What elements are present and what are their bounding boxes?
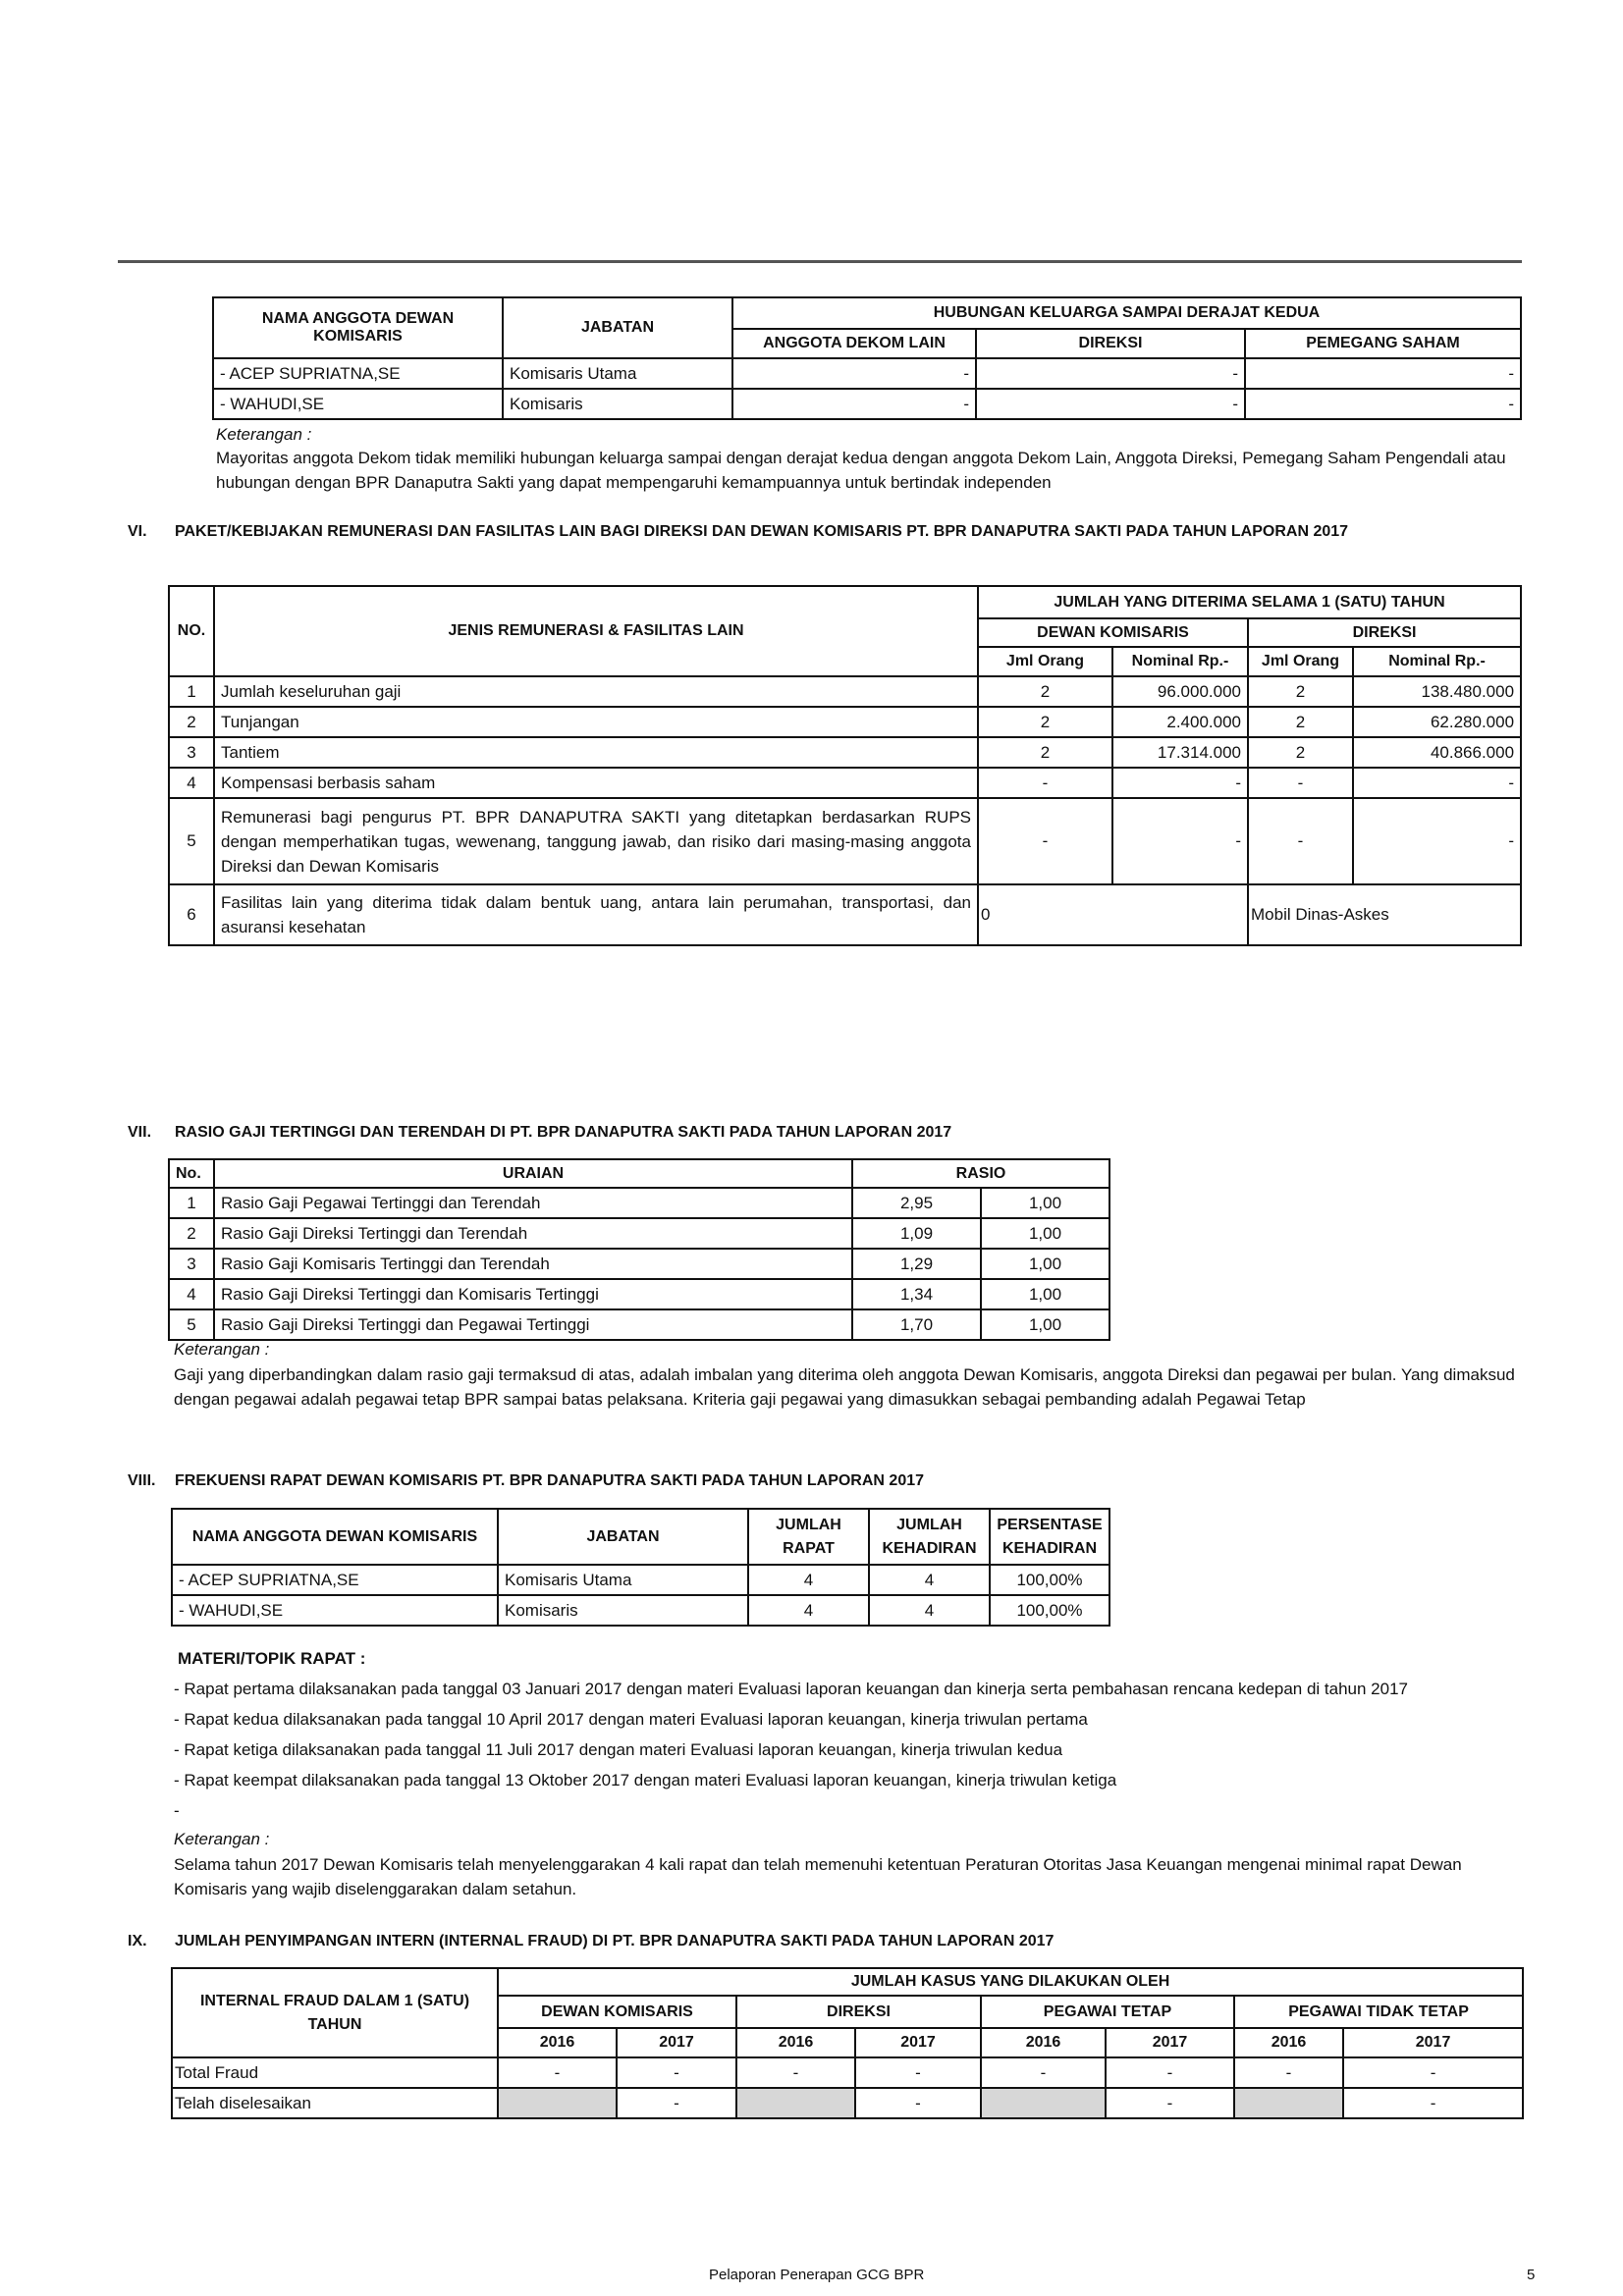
fraud-value-cell: - (1343, 2088, 1523, 2118)
materi-item: - Rapat pertama dilaksanakan pada tanggal 03 Januari 2017 dengan materi Evaluasi laporan keuangan dan kinerja serta pembahasan rencana kedepan di tahun 2017 (174, 1680, 1409, 1698)
header-internal-fraud: INTERNAL FRAUD DALAM 1 (SATU) TAHUN (172, 1968, 498, 2057)
rasio-a-cell: 1,29 (852, 1249, 981, 1279)
direksi-cell: - (976, 389, 1245, 419)
direksi-fasilitas-cell: Mobil Dinas-Askes (1248, 884, 1521, 945)
header-pemegang: PEMEGANG SAHAM (1245, 329, 1521, 358)
internal-fraud-table (171, 1967, 1524, 2119)
direksi-nominal-cell: - (1353, 768, 1521, 798)
rasio-a-cell: 1,70 (852, 1309, 981, 1340)
header-dekom: ANGGOTA DEKOM LAIN (732, 329, 976, 358)
header-jabatan: JABATAN (498, 1509, 748, 1565)
header-group: DEWAN KOMISARIS (498, 1996, 736, 2028)
jabatan-cell: Komisaris (503, 389, 732, 419)
salary-ratio-table (168, 1158, 1110, 1341)
header-group: PEGAWAI TETAP (981, 1996, 1234, 2028)
header-jumlah-rapat: JUMLAH RAPAT (748, 1509, 869, 1565)
no-cell: 5 (169, 1309, 214, 1340)
no-cell: 4 (169, 768, 214, 798)
pemegang-cell: - (1245, 389, 1521, 419)
direksi-jml-cell: 2 (1248, 707, 1353, 737)
table-row (169, 676, 1521, 707)
header-nama: NAMA ANGGOTA DEWAN KOMISARIS (213, 297, 503, 358)
materi-item: - Rapat keempat dilaksanakan pada tanggal 13 Oktober 2017 dengan materi Evaluasi laporan keuangan, kinerja triwulan ketiga (174, 1771, 1117, 1789)
jabatan-cell: Komisaris Utama (503, 358, 732, 389)
direksi-jml-cell: - (1248, 768, 1353, 798)
header-jumlah-kasus: JUMLAH KASUS YANG DILAKUKAN OLEH (498, 1968, 1523, 1996)
rasio-b-cell: 1,00 (981, 1309, 1109, 1340)
rasio-a-cell: 2,95 (852, 1188, 981, 1218)
rasio-b-cell: 1,00 (981, 1218, 1109, 1249)
header-group: PEGAWAI TIDAK TETAP (1234, 1996, 1523, 2028)
header-nama: NAMA ANGGOTA DEWAN KOMISARIS (172, 1509, 498, 1565)
header-year: 2016 (1234, 2028, 1343, 2057)
section-title: JUMLAH PENYIMPANGAN INTERN (INTERNAL FRAUD) DI PT. BPR DANAPUTRA SAKTI PADA TAHUN LAPORAN 2017 (175, 1933, 1055, 1949)
direksi-jml-cell: - (1248, 798, 1353, 884)
no-cell: 4 (169, 1279, 214, 1309)
dekom-jml-cell: - (978, 798, 1112, 884)
no-cell: 3 (169, 1249, 214, 1279)
header-nominal: Nominal Rp.- (1112, 647, 1248, 676)
table-row (169, 884, 1521, 945)
header-year: 2017 (617, 2028, 736, 2057)
rasio-b-cell: 1,00 (981, 1279, 1109, 1309)
header-direksi: DIREKSI (1248, 618, 1521, 647)
direksi-nominal-cell: 40.866.000 (1353, 737, 1521, 768)
header-jabatan: JABATAN (503, 297, 732, 358)
table-row (172, 1595, 1109, 1626)
section-title: PAKET/KEBIJAKAN REMUNERASI DAN FASILITAS LAIN BAGI DIREKSI DAN DEWAN KOMISARIS PT. BPR DANAPUTRA SAKTI PADA TAHUN LAPORAN 2017 (175, 523, 1349, 540)
no-cell: 1 (169, 1188, 214, 1218)
no-cell: 5 (169, 798, 214, 884)
uraian-cell: Rasio Gaji Direksi Tertinggi dan Pegawai Tertinggi (214, 1309, 852, 1340)
table-row (169, 707, 1521, 737)
fraud-value-cell: - (617, 2088, 736, 2118)
keterangan-text: Gaji yang diperbandingkan dalam rasio gaji termaksud di atas, adalah imbalan yang diterima oleh anggota Dewan Komisaris, anggota Direksi dan pegawai per bulan. Yang dimaksud dengan pegawai adalah pegawai tetap BPR sampai batas pelaksana. Kriteria gaji pegawai yang dimasukkan sebagai pembanding adalah Pegawai Tetap (174, 1365, 1515, 1409)
rapat-cell: 4 (748, 1565, 869, 1595)
dekom-nominal-cell: - (1112, 768, 1248, 798)
header-jml-orang: Jml Orang (1248, 647, 1353, 676)
dekom-jml-cell: 2 (978, 737, 1112, 768)
materi-item: - Rapat kedua dilaksanakan pada tanggal 10 April 2017 dengan materi Evaluasi laporan keuangan, kinerja triwulan pertama (174, 1710, 1088, 1729)
table-row (213, 358, 1521, 389)
no-cell: 6 (169, 884, 214, 945)
header-rasio: RASIO (852, 1159, 1109, 1188)
direksi-jml-cell: 2 (1248, 737, 1353, 768)
header-year: 2016 (981, 2028, 1106, 2057)
header-jumlah-kehadiran: JUMLAH KEHADIRAN (869, 1509, 990, 1565)
no-cell: 3 (169, 737, 214, 768)
nama-cell: - ACEP SUPRIATNA,SE (213, 358, 503, 389)
hadir-cell: 4 (869, 1595, 990, 1626)
direksi-jml-cell: 2 (1248, 676, 1353, 707)
section-number: IX. (128, 1933, 147, 1949)
table-row (169, 737, 1521, 768)
fraud-value-cell: - (1234, 2057, 1343, 2088)
header-jml-orang: Jml Orang (978, 647, 1112, 676)
section-number: VI. (128, 523, 147, 540)
header-year: 2016 (736, 2028, 855, 2057)
table-row (169, 768, 1521, 798)
persen-cell: 100,00% (990, 1565, 1109, 1595)
dekom-nominal-cell: 96.000.000 (1112, 676, 1248, 707)
fraud-value-cell: - (498, 2057, 617, 2088)
direksi-cell: - (976, 358, 1245, 389)
direksi-nominal-cell: 138.480.000 (1353, 676, 1521, 707)
fraud-value-cell: - (1106, 2057, 1234, 2088)
header-hubungan: HUBUNGAN KELUARGA SAMPAI DERAJAT KEDUA (732, 297, 1521, 329)
nama-cell: - WAHUDI,SE (172, 1595, 498, 1626)
dekom-jml-cell: 2 (978, 676, 1112, 707)
header-jumlah: JUMLAH YANG DITERIMA SELAMA 1 (SATU) TAHUN (978, 586, 1521, 618)
rasio-a-cell: 1,34 (852, 1279, 981, 1309)
header-group: DIREKSI (736, 1996, 981, 2028)
header-no: No. (169, 1159, 214, 1188)
fraud-value-cell: - (736, 2057, 855, 2088)
jenis-cell: Remunerasi bagi pengurus PT. BPR DANAPUTRA SAKTI yang ditetapkan berdasarkan RUPS dengan memperhatikan tugas, wewenang, tanggung jawab, dan risiko dari masing-masing anggota Direksi dan Dewan Komisaris (214, 798, 978, 884)
table-row (169, 1218, 1109, 1249)
header-year: 2017 (855, 2028, 981, 2057)
fraud-value-cell (981, 2088, 1106, 2118)
fraud-value-cell: - (1106, 2088, 1234, 2118)
header-direksi: DIREKSI (976, 329, 1245, 358)
fraud-value-cell (736, 2088, 855, 2118)
fraud-value-cell: - (855, 2057, 981, 2088)
keterangan-label: Keterangan : (174, 1830, 270, 1848)
table-row (172, 2057, 1523, 2088)
header-jenis: JENIS REMUNERASI & FASILITAS LAIN (214, 586, 978, 676)
dekom-nominal-cell: 2.400.000 (1112, 707, 1248, 737)
fraud-label-cell: Telah diselesaikan (172, 2088, 498, 2118)
header-year: 2017 (1343, 2028, 1523, 2057)
top-rule (118, 260, 1522, 263)
header-year: 2016 (498, 2028, 617, 2057)
uraian-cell: Rasio Gaji Direksi Tertinggi dan Komisaris Tertinggi (214, 1279, 852, 1309)
dekom-jml-cell: - (978, 768, 1112, 798)
header-no: NO. (169, 586, 214, 676)
jabatan-cell: Komisaris Utama (498, 1565, 748, 1595)
uraian-cell: Rasio Gaji Komisaris Tertinggi dan Terendah (214, 1249, 852, 1279)
section-number: VIII. (128, 1472, 156, 1489)
dekom-cell: - (732, 389, 976, 419)
rapat-cell: 4 (748, 1595, 869, 1626)
dekom-cell: - (732, 358, 976, 389)
persen-cell: 100,00% (990, 1595, 1109, 1626)
jenis-cell: Jumlah keseluruhan gaji (214, 676, 978, 707)
jenis-cell: Fasilitas lain yang diterima tidak dalam bentuk uang, antara lain perumahan, transportasi, dan asuransi kesehatan (214, 884, 978, 945)
keterangan-label: Keterangan : (174, 1340, 270, 1359)
remuneration-table (168, 585, 1522, 946)
materi-item: - (174, 1801, 180, 1820)
hadir-cell: 4 (869, 1565, 990, 1595)
keterangan-label: Keterangan : (216, 425, 312, 444)
table-row (169, 1188, 1109, 1218)
fraud-value-cell (1234, 2088, 1343, 2118)
pemegang-cell: - (1245, 358, 1521, 389)
jenis-cell: Tantiem (214, 737, 978, 768)
nama-cell: - ACEP SUPRIATNA,SE (172, 1565, 498, 1595)
meeting-frequency-table (171, 1508, 1110, 1627)
fraud-label-cell: Total Fraud (172, 2057, 498, 2088)
rasio-b-cell: 1,00 (981, 1249, 1109, 1279)
fraud-value-cell: - (981, 2057, 1106, 2088)
header-nominal: Nominal Rp.- (1353, 647, 1521, 676)
table-row (213, 389, 1521, 419)
header-persentase: PERSENTASE KEHADIRAN (990, 1509, 1109, 1565)
rasio-a-cell: 1,09 (852, 1218, 981, 1249)
page-number: 5 (1527, 2267, 1536, 2283)
table-row (172, 2088, 1523, 2118)
fraud-value-cell (498, 2088, 617, 2118)
direksi-nominal-cell: 62.280.000 (1353, 707, 1521, 737)
uraian-cell: Rasio Gaji Direksi Tertinggi dan Terendah (214, 1218, 852, 1249)
section-title: RASIO GAJI TERTINGGI DAN TERENDAH DI PT. BPR DANAPUTRA SAKTI PADA TAHUN LAPORAN 2017 (175, 1124, 952, 1141)
materi-item: - Rapat ketiga dilaksanakan pada tanggal 11 Juli 2017 dengan materi Evaluasi laporan keuangan, kinerja triwulan kedua (174, 1740, 1063, 1759)
family-relation-table (212, 296, 1522, 420)
dekom-nominal-cell: - (1112, 798, 1248, 884)
header-dekom: DEWAN KOMISARIS (978, 618, 1248, 647)
footer-text: Pelaporan Penerapan GCG BPR (709, 2267, 925, 2283)
uraian-cell: Rasio Gaji Pegawai Tertinggi dan Terendah (214, 1188, 852, 1218)
table-row (169, 1279, 1109, 1309)
keterangan-text: Mayoritas anggota Dekom tidak memiliki hubungan keluarga sampai dengan derajat kedua dengan anggota Dekom Lain, Anggota Direksi, Pemegang Saham Pengendali atau hubungan dengan BPR Danaputra Sakti yang dapat mempengaruhi kemampuannya untuk bertindak independen (216, 449, 1506, 492)
no-cell: 2 (169, 1218, 214, 1249)
jabatan-cell: Komisaris (498, 1595, 748, 1626)
no-cell: 1 (169, 676, 214, 707)
fraud-value-cell: - (617, 2057, 736, 2088)
jenis-cell: Kompensasi berbasis saham (214, 768, 978, 798)
nama-cell: - WAHUDI,SE (213, 389, 503, 419)
section-title: FREKUENSI RAPAT DEWAN KOMISARIS PT. BPR DANAPUTRA SAKTI PADA TAHUN LAPORAN 2017 (175, 1472, 925, 1489)
section-number: VII. (128, 1124, 152, 1141)
keterangan-text: Selama tahun 2017 Dewan Komisaris telah menyelenggarakan 4 kali rapat dan telah memenuhi ketentuan Peraturan Otoritas Jasa Keuangan mengenai minimal rapat Dewan Komisaris yang wajib diselenggarakan dalam setahun. (174, 1855, 1462, 1898)
dekom-nominal-cell: 17.314.000 (1112, 737, 1248, 768)
fraud-value-cell: - (855, 2088, 981, 2118)
table-row (172, 1565, 1109, 1595)
table-row (169, 798, 1521, 884)
dekom-fasilitas-cell: 0 (978, 884, 1248, 945)
jenis-cell: Tunjangan (214, 707, 978, 737)
direksi-nominal-cell: - (1353, 798, 1521, 884)
materi-label: MATERI/TOPIK RAPAT : (178, 1649, 366, 1668)
table-row (169, 1309, 1109, 1340)
header-year: 2017 (1106, 2028, 1234, 2057)
rasio-b-cell: 1,00 (981, 1188, 1109, 1218)
dekom-jml-cell: 2 (978, 707, 1112, 737)
header-uraian: URAIAN (214, 1159, 852, 1188)
no-cell: 2 (169, 707, 214, 737)
table-row (169, 1249, 1109, 1279)
fraud-value-cell: - (1343, 2057, 1523, 2088)
